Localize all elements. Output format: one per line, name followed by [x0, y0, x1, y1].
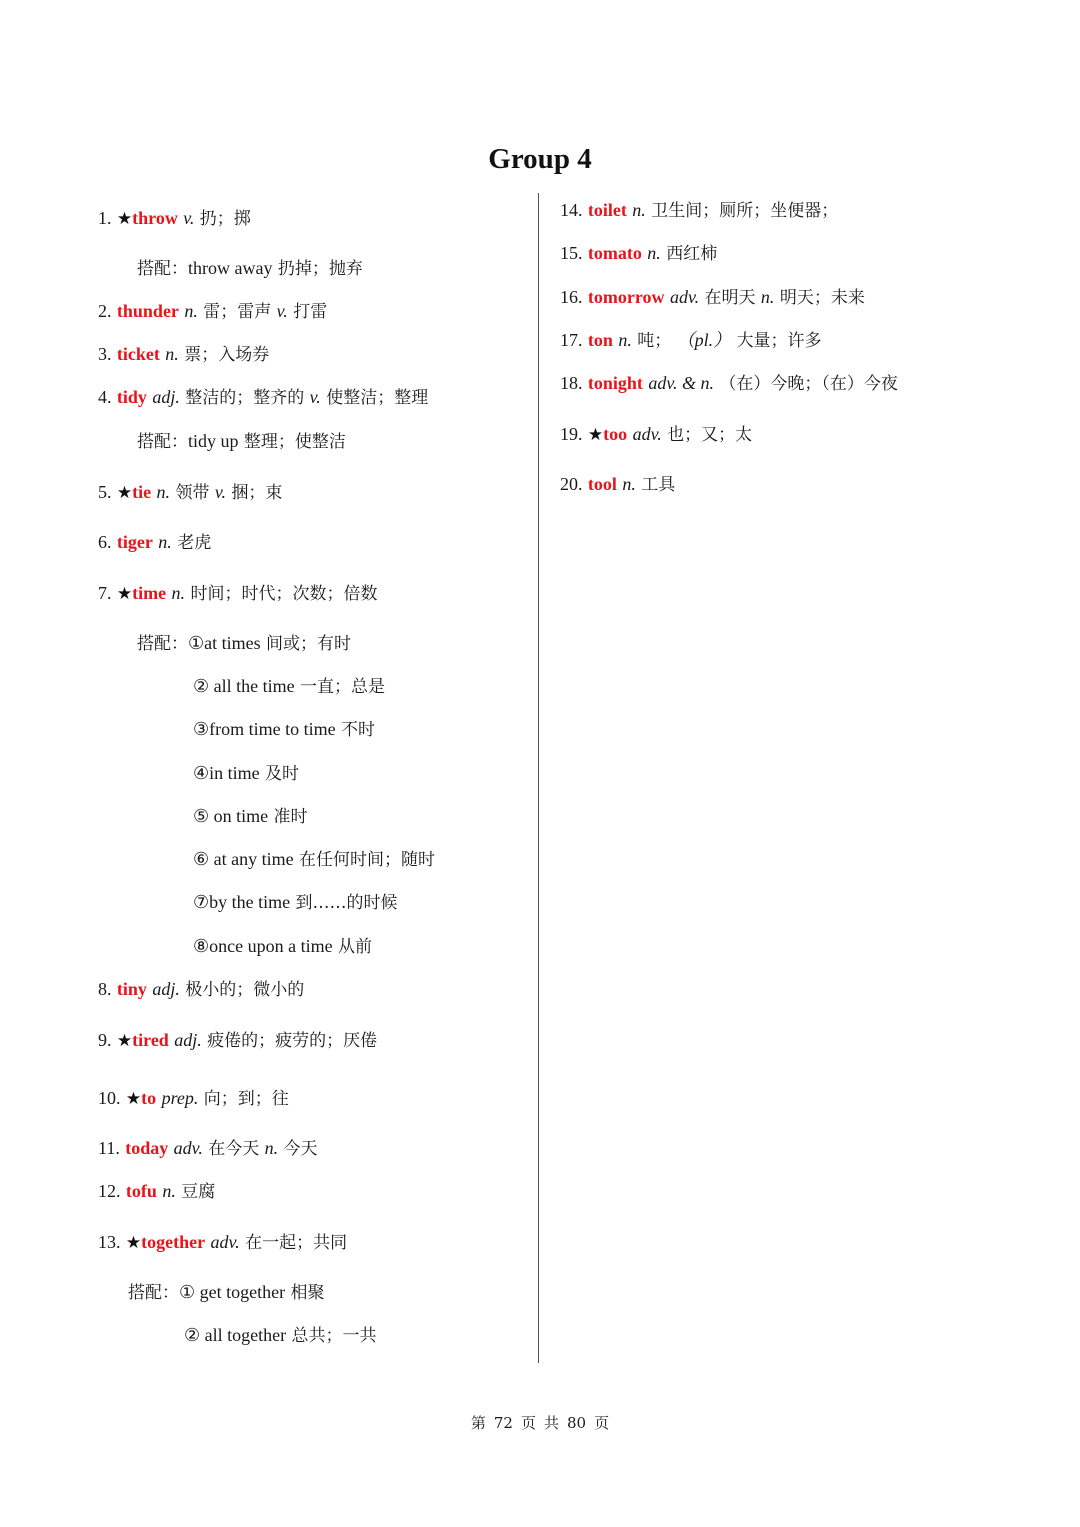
collocation-phrase: ⑥ at any time [193, 849, 294, 869]
part-of-speech: adv. & n. [648, 373, 714, 393]
word-entry [98, 581, 377, 606]
part-of-speech: n. [618, 330, 632, 350]
collocation-line [193, 761, 299, 786]
footer-prefix: 第 [470, 1414, 486, 1432]
meaning: 雷；雷声 [203, 302, 272, 322]
headword: tomato [587, 243, 642, 263]
collocation-phrase: ⑧once upon a time [193, 936, 333, 956]
meaning-2: 大量；许多 [736, 331, 822, 351]
star-icon: ★ [116, 483, 133, 503]
meaning: 相聚 [290, 1283, 325, 1303]
word-entry [560, 371, 898, 396]
part-of-speech-2: （pl.） [676, 330, 732, 350]
collocation-phrase: throw away [188, 258, 273, 278]
footer-page-unit: 页 [520, 1414, 536, 1432]
headword: tidy [116, 387, 147, 407]
meaning: 扔；掷 [199, 209, 251, 229]
meaning: 在今天 [208, 1139, 260, 1159]
meaning: （在）今晚；（在）今夜 [719, 374, 898, 394]
collocation-label: 搭配： [137, 259, 188, 279]
meaning: 老虎 [177, 533, 212, 553]
part-of-speech: prep. [161, 1088, 199, 1108]
meaning: 不时 [341, 720, 376, 740]
meaning: 向；到；往 [203, 1089, 289, 1109]
collocation-phrase: ④in time [193, 763, 260, 783]
entry-number: 8. [98, 979, 112, 999]
part-of-speech: n. [165, 344, 179, 364]
entry-number: 2. [98, 301, 112, 321]
word-entry [98, 530, 211, 555]
entry-number: 18. [560, 373, 583, 393]
entry-number: 16. [560, 287, 583, 307]
headword: thunder [116, 301, 179, 321]
entry-number: 12. [98, 1181, 121, 1201]
headword: tofu [125, 1181, 157, 1201]
meaning: 在一起；共同 [245, 1233, 348, 1253]
meaning-2: 打雷 [293, 302, 328, 322]
meaning: 总共；一共 [291, 1326, 377, 1346]
part-of-speech: n. [632, 200, 646, 220]
meaning-2: 今天 [283, 1139, 318, 1159]
collocation-line [193, 804, 308, 829]
part-of-speech-2: v. [309, 387, 321, 407]
word-entry [560, 472, 675, 497]
meaning: 卫生间；厕所；坐便器； [651, 201, 839, 221]
headword: ticket [116, 344, 160, 364]
star-icon: ★ [125, 1089, 142, 1109]
meaning: 西红柿 [666, 244, 718, 264]
collocation-line [193, 934, 372, 959]
meaning: 一直；总是 [300, 677, 386, 697]
star-icon: ★ [116, 584, 133, 604]
headword: today [125, 1138, 169, 1158]
word-entry [98, 480, 282, 505]
star-icon: ★ [587, 425, 604, 445]
entry-number: 6. [98, 532, 112, 552]
entry-number: 20. [560, 474, 583, 494]
part-of-speech: adv. [173, 1138, 203, 1158]
part-of-speech: adv. [632, 424, 662, 444]
word-entry [560, 241, 717, 266]
collocation-phrase: tidy up [188, 431, 239, 451]
headword: toilet [587, 200, 627, 220]
word-entry [560, 198, 838, 223]
word-entry [560, 328, 822, 353]
meaning: 间或；有时 [266, 634, 352, 654]
entry-number: 15. [560, 243, 583, 263]
entry-number: 11. [98, 1138, 120, 1158]
collocation-phrase: ② all together [184, 1325, 287, 1345]
column-divider [538, 193, 539, 1363]
word-entry [98, 1179, 215, 1204]
meaning: 时间；时代；次数；倍数 [190, 584, 378, 604]
meaning: 整理；使整洁 [243, 432, 346, 452]
meaning: 豆腐 [181, 1182, 216, 1202]
part-of-speech: adv. [669, 287, 700, 307]
headword: tonight [587, 373, 643, 393]
meaning: 整洁的；整齐的 [185, 388, 305, 408]
meaning: 在任何时间；随时 [299, 850, 436, 870]
entry-number: 17. [560, 330, 583, 350]
collocation-phrase: ③from time to time [193, 719, 336, 739]
collocation-label: 搭配： [137, 432, 188, 452]
headword: tired [132, 1030, 169, 1050]
meaning: 票；入场券 [184, 345, 270, 365]
page-footer [0, 1412, 1080, 1433]
collocation-phrase: ① get together [179, 1282, 286, 1302]
collocation-line [193, 847, 435, 872]
part-of-speech: adv. [210, 1232, 240, 1252]
word-entry [560, 285, 865, 310]
footer-page-number: 72 [493, 1414, 513, 1432]
meaning: 工具 [641, 475, 676, 495]
part-of-speech: n. [158, 532, 172, 552]
footer-total-pages: 80 [567, 1414, 587, 1432]
part-of-speech: n. [184, 301, 198, 321]
page-title: Group 4 [488, 143, 592, 175]
word-entry [98, 342, 269, 367]
word-entry [98, 1086, 289, 1111]
part-of-speech: n. [162, 1181, 176, 1201]
part-of-speech: n. [647, 243, 661, 263]
star-icon: ★ [125, 1233, 142, 1253]
entry-number: 7. [98, 583, 112, 603]
collocation-line [193, 717, 375, 742]
headword: too [603, 424, 628, 444]
collocation-line [193, 674, 385, 699]
meaning: 及时 [265, 764, 300, 784]
word-entry [98, 299, 327, 324]
headword: ton [587, 330, 613, 350]
footer-total-prefix: 共 [544, 1414, 560, 1432]
word-entry [98, 977, 304, 1002]
headword: tiger [116, 532, 153, 552]
word-entry [98, 385, 428, 410]
meaning-2: 使整洁；整理 [326, 388, 429, 408]
entry-number: 13. [98, 1232, 121, 1252]
entry-number: 4. [98, 387, 112, 407]
word-entry [98, 1136, 318, 1161]
meaning: 扔掉；抛弃 [277, 259, 363, 279]
part-of-speech: v. [183, 208, 195, 228]
entry-number: 3. [98, 344, 112, 364]
collocation-label: 搭配： [137, 634, 188, 654]
star-icon: ★ [116, 209, 133, 229]
headword: tool [587, 474, 617, 494]
collocation-line [128, 1280, 325, 1305]
collocation-line [137, 429, 346, 454]
headword: time [132, 583, 167, 603]
word-entry [98, 1230, 347, 1255]
meaning: 到……的时候 [295, 893, 398, 913]
part-of-speech-2: v. [276, 301, 288, 321]
headword: tie [132, 482, 152, 502]
meaning: 吨； [637, 331, 672, 351]
collocation-phrase: ② all the time [193, 676, 295, 696]
part-of-speech: n. [171, 583, 186, 603]
part-of-speech-2: n. [760, 287, 775, 307]
meaning: 疲倦的；疲劳的；厌倦 [207, 1031, 378, 1051]
headword: tomorrow [587, 287, 665, 307]
meaning: 极小的；微小的 [185, 980, 305, 1000]
entry-number: 10. [98, 1088, 121, 1108]
collocation-phrase: ⑦by the time [193, 892, 291, 912]
part-of-speech: adj. [152, 979, 180, 999]
headword: together [141, 1232, 206, 1252]
meaning-2: 捆；束 [231, 483, 283, 503]
part-of-speech: n. [622, 474, 636, 494]
meaning: 领带 [175, 483, 210, 503]
meaning: 也；又；太 [667, 425, 753, 445]
part-of-speech: adj. [152, 387, 180, 407]
collocation-phrase: ⑤ on time [193, 806, 269, 826]
entry-number: 9. [98, 1030, 112, 1050]
entry-number: 1. [98, 208, 112, 228]
meaning: 从前 [338, 937, 373, 957]
word-entry [98, 1028, 377, 1053]
entry-number: 14. [560, 200, 583, 220]
entry-number: 19. [560, 424, 583, 444]
headword: tiny [116, 979, 147, 999]
part-of-speech: adj. [174, 1030, 202, 1050]
meaning: 准时 [273, 807, 308, 827]
collocation-label: 搭配： [128, 1283, 179, 1303]
collocation-line [137, 256, 363, 281]
collocation-phrase: ①at times [188, 633, 261, 653]
meaning: 在明天 [704, 288, 756, 308]
meaning-2: 明天；未来 [779, 288, 865, 308]
word-entry [560, 422, 752, 447]
headword: to [141, 1088, 157, 1108]
collocation-line [193, 890, 398, 915]
part-of-speech: n. [156, 482, 171, 502]
entry-number: 5. [98, 482, 112, 502]
word-entry [98, 206, 251, 231]
part-of-speech-2: n. [264, 1138, 279, 1158]
star-icon: ★ [116, 1031, 133, 1051]
collocation-line [137, 631, 351, 656]
footer-total-unit: 页 [594, 1414, 610, 1432]
part-of-speech-2: v. [214, 482, 227, 502]
headword: throw [132, 208, 178, 228]
collocation-line [184, 1323, 377, 1348]
